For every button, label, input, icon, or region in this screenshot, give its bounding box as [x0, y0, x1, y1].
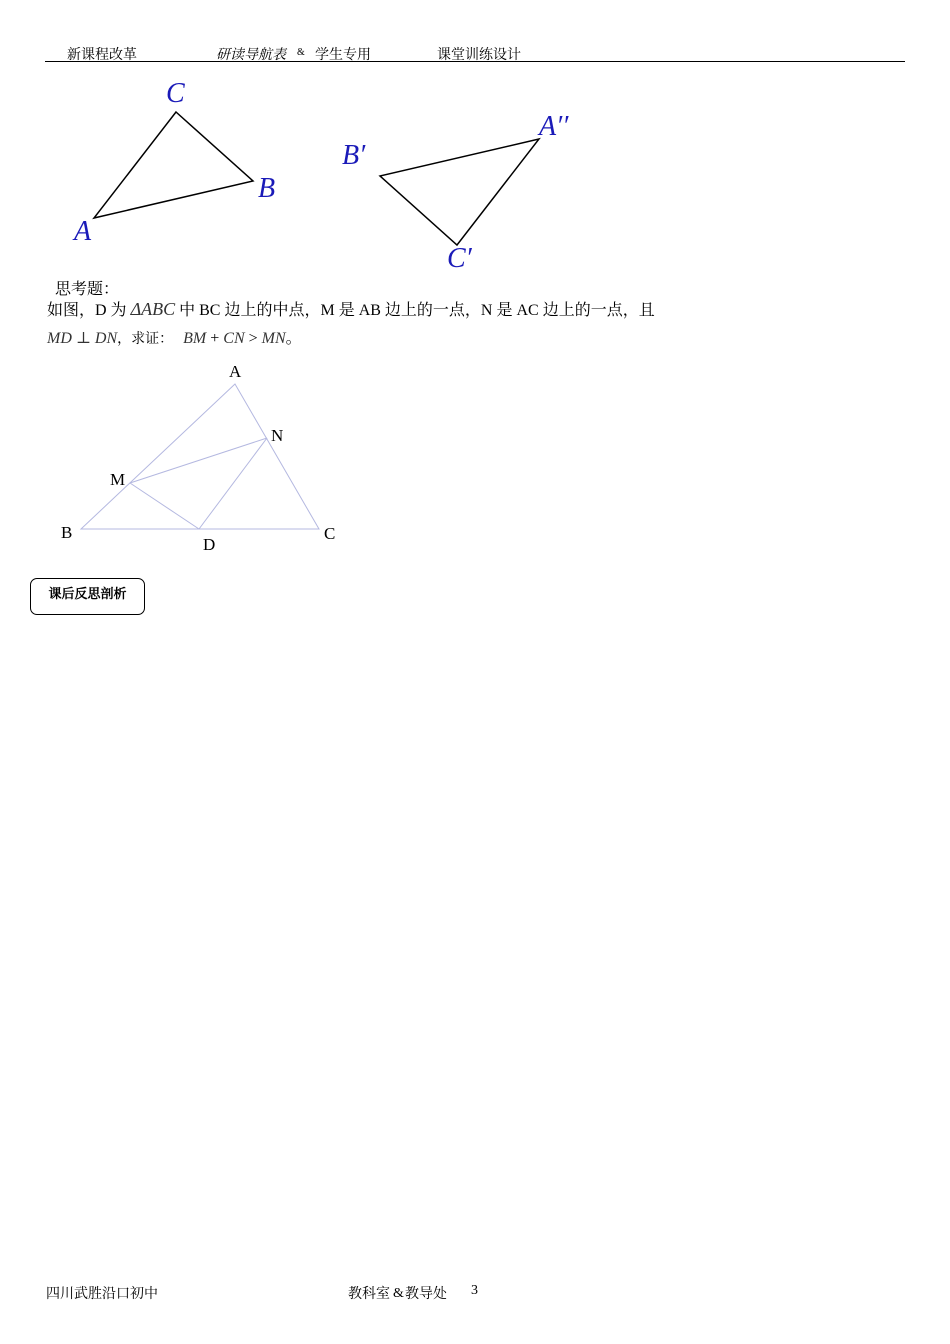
problem-title: 思考题： [55, 281, 120, 298]
math-cn: CN [223, 330, 245, 347]
math-gt: > [248, 330, 258, 347]
point-label-n: N [271, 426, 284, 445]
triangle-abc-outline [81, 384, 319, 529]
problem-line-1 [47, 297, 655, 320]
header-rule [45, 61, 905, 62]
problem-line1-post: 中 BC 边上的中点，M 是 AB 边上的一点，N 是 AC 边上的一点，且 [179, 302, 655, 319]
reflection-label: 课后反思剖析 [48, 587, 127, 602]
math-mn: MN [261, 330, 286, 347]
problem-line2-end: 。 [285, 330, 302, 347]
math-plus: + [210, 330, 220, 347]
page-number: 3 [471, 1283, 478, 1298]
point-label-a: A [229, 362, 242, 381]
footer-school: 四川武胜沿口初中 [46, 1287, 158, 1302]
point-label-c: C [324, 524, 336, 543]
label-b-prime: B′ [342, 140, 366, 171]
footer-office-right: 教导处 [405, 1287, 447, 1302]
triangle-a-b-c-prime [380, 139, 539, 245]
geometry-figure-abc [0, 355, 400, 560]
point-label-b: B [61, 523, 73, 542]
segment-mn [130, 438, 267, 483]
label-c-prime: C′ [447, 243, 472, 274]
problem-line-2 [47, 325, 302, 348]
label-a-prime: A′′ [539, 111, 569, 142]
header-left: 新课程改革 [67, 48, 137, 63]
label-c: C [166, 78, 185, 109]
problem-line2-mid: ，求证： [117, 332, 174, 347]
triangle-abc [94, 112, 253, 218]
footer-ampersand: & [393, 1286, 404, 1301]
segment-dn [199, 438, 267, 529]
header-right: 课堂训练设计 [437, 48, 521, 63]
math-md-perp-dn: MD ⊥ DN [47, 330, 118, 347]
congruent-triangles-figure [0, 70, 620, 280]
math-bm: BM [183, 330, 207, 347]
header-center-title: 研读导航表 [216, 48, 286, 63]
label-a: A [74, 216, 92, 247]
header-center-right: 学生专用 [315, 48, 371, 63]
footer-office: 教科室 [348, 1287, 390, 1302]
point-label-d: D [203, 535, 216, 554]
problem-line1-pre: 如图，D 为 [47, 302, 127, 319]
segment-md [130, 483, 199, 529]
after-class-reflection-box [30, 578, 145, 615]
header-ampersand: & [297, 47, 305, 58]
math-triangle-abc: ΔABC [130, 299, 176, 319]
point-label-m: M [110, 470, 126, 489]
label-b: B [258, 173, 276, 204]
